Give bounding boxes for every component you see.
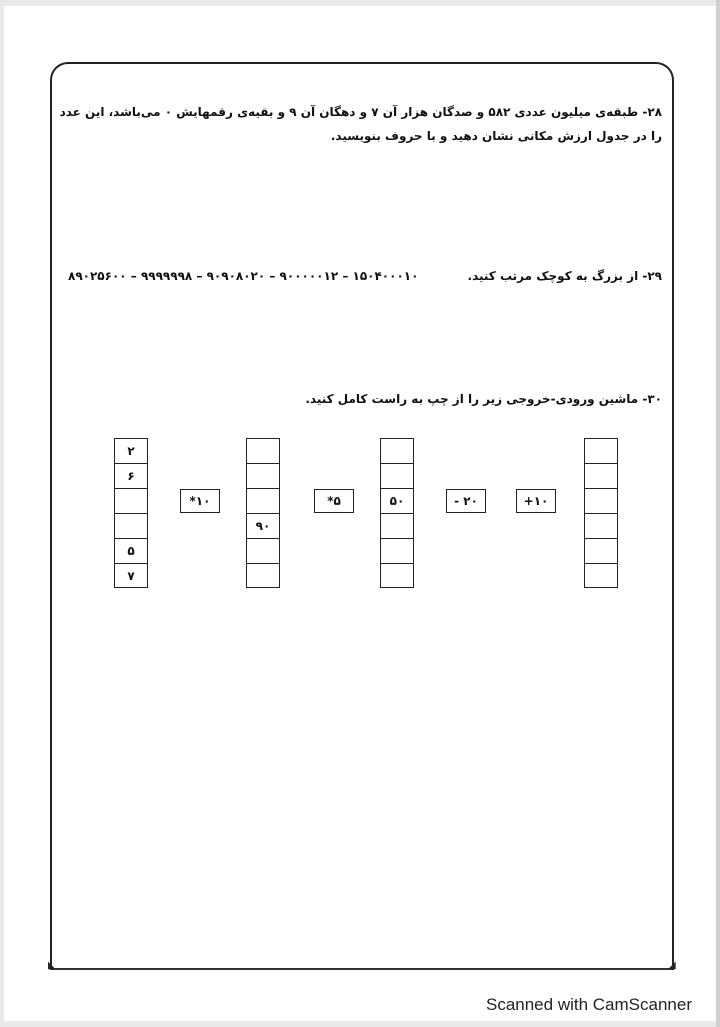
machine-cell[interactable] [380,463,414,488]
question-28-text: ۲۸- طبقه‌ی میلیون عددی ۵۸۲ و صدگان هزار آن ۷ و دهگان آن ۹ و بقیه‌ی رقمهایش ۰ می‌باشد، این عدد را در جدول ارزش مکانی نشان دهید و با حروف بنویسید. [59,105,662,143]
machine-cell[interactable]: ۹۰ [246,513,280,538]
machine-cell[interactable] [246,463,280,488]
page-sheet [4,6,716,1021]
machine-column-2 [246,438,280,588]
corner-mark-right: ◢ [668,960,676,971]
machine-column-1 [114,438,148,588]
question-30-text: ۳۰- ماشین ورودی-خروجی زیر را از چپ به راست کامل کنید. [305,392,662,406]
machine-column-4 [584,438,618,588]
machine-cell[interactable] [380,513,414,538]
machine-cell[interactable] [114,488,148,513]
machine-cell[interactable] [584,463,618,488]
machine-cell[interactable]: ۵ [114,538,148,563]
corner-mark-left: ◣ [48,960,56,971]
machine-cell[interactable] [380,563,414,588]
machine-cell[interactable]: ۶ [114,463,148,488]
question-29-numbers: ۱۵۰۴۰۰۰۱۰ – ۹۰۰۰۰۰۱۲ – ۹۰۹۰۸۰۲۰ – ۹۹۹۹۹۹۸ – ۸۹۰۲۵۶۰۰ [68,269,419,283]
question-29-text: ۲۹- از بزرگ به کوچک مرتب کنید. [467,269,662,283]
machine-cell[interactable] [246,488,280,513]
machine-cell[interactable] [114,513,148,538]
operator-minus-20: - ۲۰ [446,489,486,513]
machine-cell[interactable]: ۷ [114,563,148,588]
machine-cell[interactable] [584,538,618,563]
machine-cell[interactable] [246,438,280,463]
page-edge [716,0,720,1027]
machine-cell[interactable] [584,513,618,538]
operator-times-5: *۵ [314,489,354,513]
operator-plus-10: +۱۰ [516,489,556,513]
camscanner-watermark: Scanned with CamScanner [485,995,692,1014]
machine-cell[interactable] [380,438,414,463]
machine-cell[interactable] [246,563,280,588]
machine-cell[interactable] [584,488,618,513]
machine-cell[interactable] [380,538,414,563]
operator-times-10: *۱۰ [180,489,220,513]
machine-cell[interactable] [246,538,280,563]
machine-cell[interactable] [584,438,618,463]
machine-cell[interactable]: ۵۰ [380,488,414,513]
machine-cell[interactable]: ۲ [114,438,148,463]
machine-column-3 [380,438,414,588]
machine-cell[interactable] [584,563,618,588]
